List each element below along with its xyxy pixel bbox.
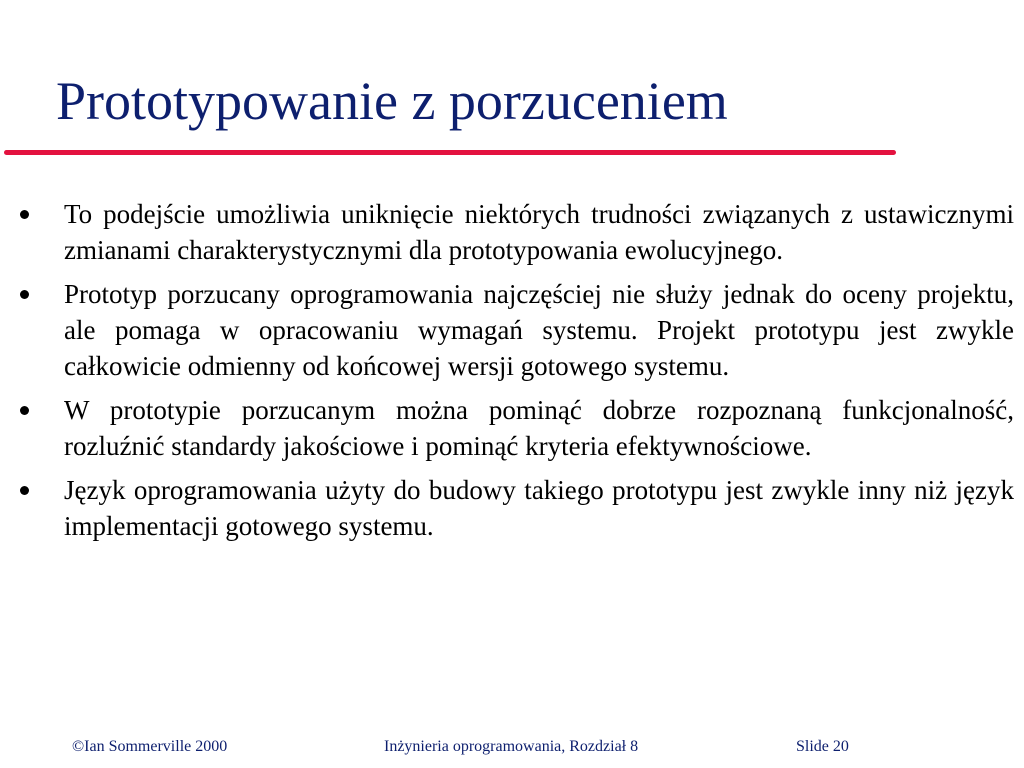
- title-underline: [4, 150, 896, 155]
- slide-title: Prototypowanie z porzuceniem: [56, 71, 728, 131]
- bullet-dot-icon: [20, 290, 29, 299]
- bullet-text: To podejście umożliwia uniknięcie niektórych trudności związanych z ustawicznymi zmianami charakterystycznymi dla prototypowania ewolucyjnego.: [64, 199, 1014, 265]
- footer-course: Inżynieria oprogramowania, Rozdział 8: [384, 738, 639, 755]
- bullet-list: [20, 196, 1014, 552]
- bullet-item: [20, 276, 1014, 384]
- bullet-text: Język oprogramowania użyty do budowy takiego prototypu jest zwykle inny niż język implementacji gotowego systemu.: [64, 475, 1014, 541]
- bullet-dot-icon: [20, 210, 29, 219]
- bullet-dot-icon: [20, 406, 29, 415]
- bullet-dot-icon: [20, 486, 29, 495]
- bullet-item: [20, 472, 1014, 544]
- bullet-item: [20, 196, 1014, 268]
- bullet-text: W prototypie porzucanym można pominąć dobrze rozpoznaną funkcjonalność, rozluźnić standardy jakościowe i pominąć kryteria efektywnościowe.: [64, 395, 1014, 461]
- bullet-text: Prototyp porzucany oprogramowania najczęściej nie służy jednak do oceny projektu, ale pomaga w opracowaniu wymagań systemu. Projekt prototypu jest zwykle całkowicie odmienny od końcowej wersji gotowego systemu.: [64, 279, 1014, 381]
- bullet-item: [20, 392, 1014, 464]
- footer-slide-number: Slide 20: [796, 738, 849, 755]
- footer-copyright: ©Ian Sommerville 2000: [72, 738, 228, 755]
